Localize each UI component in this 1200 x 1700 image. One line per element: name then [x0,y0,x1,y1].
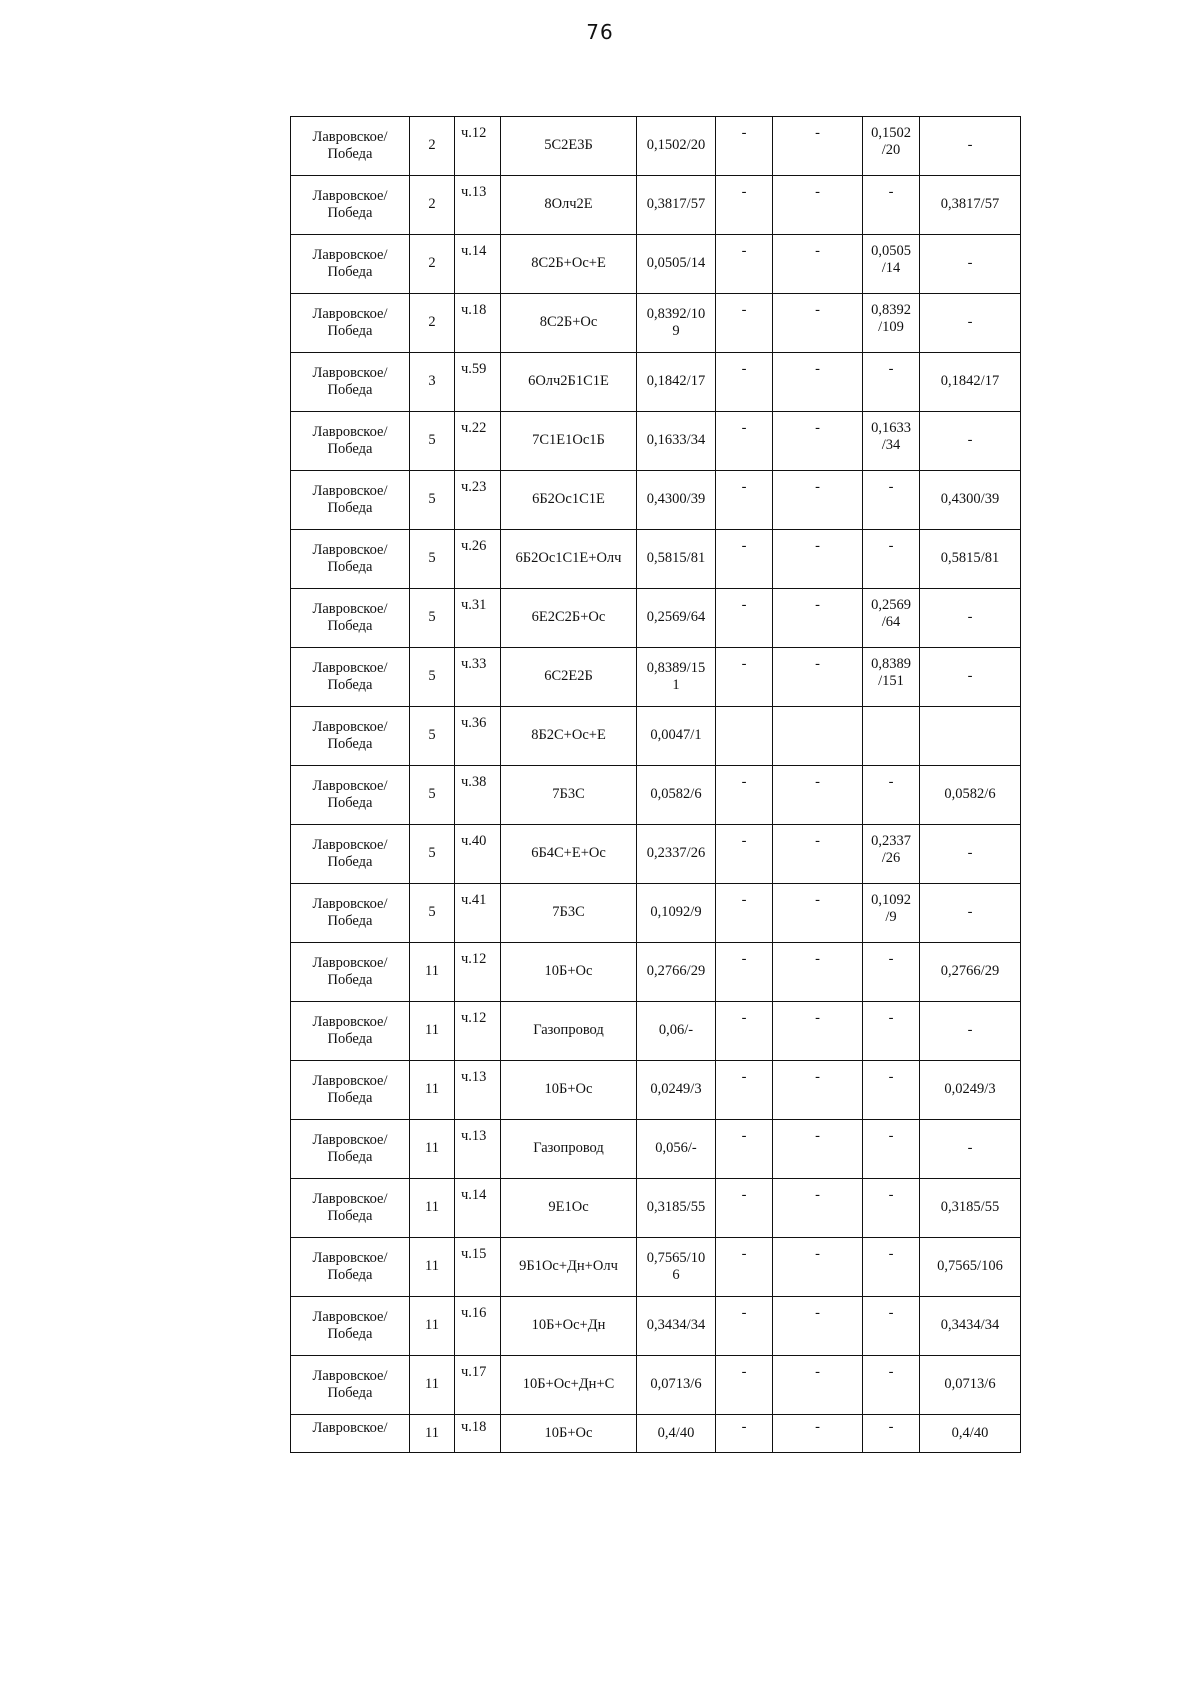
area-volume-cell: 0,2569/64 [637,589,716,648]
column-9-cell: - [920,884,1021,943]
column-7-cell: - [773,1297,863,1356]
composition-cell: 8С2Б+Ос [501,294,637,353]
column-9-cell: 0,4/40 [920,1415,1021,1453]
column-9-cell: - [920,294,1021,353]
quarter-cell: 11 [410,1356,455,1415]
plot-part-cell: ч.41 [455,884,501,943]
composition-cell: 10Б+Ос [501,1061,637,1120]
plot-part-cell: ч.18 [455,294,501,353]
column-8-cell: 0,1092 /9 [863,884,920,943]
plot-part-cell: ч.59 [455,353,501,412]
column-8-cell: - [863,766,920,825]
column-8-cell: - [863,1179,920,1238]
area-volume-cell: 0,3185/55 [637,1179,716,1238]
area-volume-cell: 0,1092/9 [637,884,716,943]
plot-part-cell: ч.26 [455,530,501,589]
table-row [291,294,1021,353]
column-8-cell: - [863,530,920,589]
column-9-cell: 0,3434/34 [920,1297,1021,1356]
composition-cell: 10Б+Ос [501,1415,637,1453]
composition-cell: 7Б3С [501,766,637,825]
column-7-cell: - [773,766,863,825]
quarter-cell: 5 [410,530,455,589]
forest-plots-table [290,116,1021,1453]
area-volume-cell: 0,0505/14 [637,235,716,294]
column-7-cell: - [773,589,863,648]
column-6-cell: - [716,117,773,176]
area-volume-cell: 0,0249/3 [637,1061,716,1120]
area-volume-cell: 0,0582/6 [637,766,716,825]
area-volume-cell: 0,3434/34 [637,1297,716,1356]
quarter-cell: 11 [410,1002,455,1061]
composition-cell: 6Б2Ос1С1Е+Олч [501,530,637,589]
plot-part-cell: ч.13 [455,1120,501,1179]
column-9-cell: - [920,648,1021,707]
composition-cell: Газопровод [501,1002,637,1061]
column-6-cell: - [716,1002,773,1061]
column-6-cell: - [716,235,773,294]
column-7-cell: - [773,1061,863,1120]
table-row [291,766,1021,825]
location-cell: Лавровское/ Победа [291,235,410,294]
quarter-cell: 5 [410,766,455,825]
composition-cell: 9Б1Ос+Дн+Олч [501,1238,637,1297]
plot-part-cell: ч.33 [455,648,501,707]
composition-cell: 8С2Б+Ос+Е [501,235,637,294]
quarter-cell: 11 [410,1179,455,1238]
quarter-cell: 5 [410,648,455,707]
table-row [291,1179,1021,1238]
column-9-cell: 0,3185/55 [920,1179,1021,1238]
table-row [291,884,1021,943]
plot-part-cell: ч.12 [455,943,501,1002]
column-9-cell: - [920,825,1021,884]
column-6-cell: - [716,1415,773,1453]
quarter-cell: 11 [410,1061,455,1120]
quarter-cell: 5 [410,825,455,884]
column-9-cell: 0,0582/6 [920,766,1021,825]
location-cell: Лавровское/ Победа [291,1061,410,1120]
plot-part-cell: ч.40 [455,825,501,884]
column-7-cell: - [773,1120,863,1179]
location-cell: Лавровское/ Победа [291,412,410,471]
column-6-cell: - [716,471,773,530]
column-7-cell: - [773,1415,863,1453]
location-cell: Лавровское/ Победа [291,766,410,825]
area-volume-cell: 0,5815/81 [637,530,716,589]
column-8-cell: 0,0505 /14 [863,235,920,294]
quarter-cell: 5 [410,884,455,943]
location-cell: Лавровское/ Победа [291,825,410,884]
column-8-cell: - [863,1415,920,1453]
column-6-cell: - [716,530,773,589]
location-cell: Лавровское/ Победа [291,1356,410,1415]
column-6-cell: - [716,1179,773,1238]
column-6-cell: - [716,766,773,825]
plot-part-cell: ч.15 [455,1238,501,1297]
location-cell: Лавровское/ Победа [291,1179,410,1238]
composition-cell: 6С2Е2Б [501,648,637,707]
table-row [291,825,1021,884]
column-6-cell: - [716,1120,773,1179]
column-7-cell: - [773,294,863,353]
table-row [291,1120,1021,1179]
column-7-cell: - [773,471,863,530]
table-row [291,530,1021,589]
table-row [291,117,1021,176]
composition-cell: 6Б2Ос1С1Е [501,471,637,530]
column-9-cell: 0,7565/106 [920,1238,1021,1297]
column-7-cell: - [773,530,863,589]
composition-cell: 8Олч2Е [501,176,637,235]
area-volume-cell: 0,7565/10 6 [637,1238,716,1297]
column-8-cell: - [863,1297,920,1356]
column-9-cell: 0,0713/6 [920,1356,1021,1415]
quarter-cell: 3 [410,353,455,412]
location-cell: Лавровское/ Победа [291,589,410,648]
area-volume-cell: 0,3817/57 [637,176,716,235]
composition-cell: Газопровод [501,1120,637,1179]
plot-part-cell: ч.12 [455,1002,501,1061]
composition-cell: 7С1Е1Ос1Б [501,412,637,471]
table-row [291,1238,1021,1297]
plot-part-cell: ч.17 [455,1356,501,1415]
area-volume-cell: 0,1502/20 [637,117,716,176]
column-9-cell: 0,1842/17 [920,353,1021,412]
column-7-cell: - [773,1238,863,1297]
location-cell: Лавровское/ Победа [291,353,410,412]
quarter-cell: 2 [410,117,455,176]
plot-part-cell: ч.36 [455,707,501,766]
column-6-cell [716,707,773,766]
area-volume-cell: 0,1842/17 [637,353,716,412]
table-row [291,176,1021,235]
column-9-cell [920,707,1021,766]
plot-part-cell: ч.31 [455,589,501,648]
column-7-cell: - [773,412,863,471]
composition-cell: 5С2Е3Б [501,117,637,176]
location-cell: Лавровское/ Победа [291,1238,410,1297]
plot-part-cell: ч.16 [455,1297,501,1356]
location-cell: Лавровское/ Победа [291,176,410,235]
area-volume-cell: 0,4300/39 [637,471,716,530]
column-7-cell: - [773,176,863,235]
location-cell: Лавровское/ Победа [291,117,410,176]
column-9-cell: - [920,412,1021,471]
location-cell: Лавровское/ Победа [291,884,410,943]
table-row [291,471,1021,530]
table-row [291,648,1021,707]
quarter-cell: 5 [410,707,455,766]
area-volume-cell: 0,4/40 [637,1415,716,1453]
column-8-cell: - [863,943,920,1002]
quarter-cell: 11 [410,1238,455,1297]
composition-cell: 7Б3С [501,884,637,943]
column-7-cell: - [773,1356,863,1415]
column-9-cell: - [920,1120,1021,1179]
composition-cell: 10Б+Ос+Дн [501,1297,637,1356]
plot-part-cell: ч.12 [455,117,501,176]
location-cell: Лавровское/ Победа [291,707,410,766]
column-6-cell: - [716,1356,773,1415]
plot-part-cell: ч.18 [455,1415,501,1453]
composition-cell: 8Б2С+Ос+Е [501,707,637,766]
area-volume-cell: 0,2766/29 [637,943,716,1002]
quarter-cell: 2 [410,294,455,353]
composition-cell: 10Б+Ос [501,943,637,1002]
area-volume-cell: 0,0047/1 [637,707,716,766]
column-8-cell: - [863,1061,920,1120]
table-row [291,353,1021,412]
column-6-cell: - [716,1297,773,1356]
column-7-cell: - [773,884,863,943]
composition-cell: 6Б4С+Е+Ос [501,825,637,884]
column-6-cell: - [716,825,773,884]
table-row [291,943,1021,1002]
quarter-cell: 11 [410,1120,455,1179]
column-8-cell: - [863,1238,920,1297]
column-8-cell: - [863,176,920,235]
plot-part-cell: ч.22 [455,412,501,471]
column-8-cell: - [863,353,920,412]
column-8-cell [863,707,920,766]
location-cell: Лавровское/ Победа [291,648,410,707]
quarter-cell: 2 [410,176,455,235]
table-row [291,707,1021,766]
area-volume-cell: 0,8392/10 9 [637,294,716,353]
column-7-cell: - [773,117,863,176]
quarter-cell: 5 [410,412,455,471]
table-row [291,1297,1021,1356]
area-volume-cell: 0,1633/34 [637,412,716,471]
column-9-cell: - [920,117,1021,176]
location-cell: Лавровское/ Победа [291,1120,410,1179]
column-7-cell [773,707,863,766]
location-cell: Лавровское/ Победа [291,1297,410,1356]
column-6-cell: - [716,176,773,235]
column-8-cell: 0,8389 /151 [863,648,920,707]
column-6-cell: - [716,648,773,707]
column-8-cell: - [863,471,920,530]
column-6-cell: - [716,943,773,1002]
composition-cell: 10Б+Ос+Дн+С [501,1356,637,1415]
quarter-cell: 2 [410,235,455,294]
column-8-cell: 0,1502 /20 [863,117,920,176]
table-row [291,1415,1021,1453]
quarter-cell: 11 [410,1415,455,1453]
quarter-cell: 11 [410,1297,455,1356]
location-cell: Лавровское/ Победа [291,294,410,353]
plot-part-cell: ч.23 [455,471,501,530]
location-cell: Лавровское/ Победа [291,530,410,589]
column-7-cell: - [773,353,863,412]
location-cell: Лавровское/ Победа [291,1002,410,1061]
column-7-cell: - [773,235,863,294]
table-row [291,589,1021,648]
column-8-cell: - [863,1356,920,1415]
column-9-cell: 0,3817/57 [920,176,1021,235]
area-volume-cell: 0,8389/15 1 [637,648,716,707]
table-row [291,412,1021,471]
column-9-cell: - [920,589,1021,648]
composition-cell: 9Е1Ос [501,1179,637,1238]
quarter-cell: 5 [410,471,455,530]
column-7-cell: - [773,1002,863,1061]
location-cell: Лавровское/ [291,1415,410,1453]
plot-part-cell: ч.13 [455,176,501,235]
column-6-cell: - [716,589,773,648]
column-9-cell: 0,0249/3 [920,1061,1021,1120]
area-volume-cell: 0,2337/26 [637,825,716,884]
column-8-cell: 0,1633 /34 [863,412,920,471]
column-8-cell: 0,8392 /109 [863,294,920,353]
table-row [291,1002,1021,1061]
page-number: 76 [586,20,614,44]
column-6-cell: - [716,412,773,471]
column-7-cell: - [773,825,863,884]
column-7-cell: - [773,1179,863,1238]
column-8-cell: - [863,1120,920,1179]
column-9-cell: - [920,1002,1021,1061]
table-body [291,117,1021,1453]
column-6-cell: - [716,1238,773,1297]
column-8-cell: 0,2569 /64 [863,589,920,648]
column-9-cell: 0,2766/29 [920,943,1021,1002]
table-row [291,1061,1021,1120]
column-8-cell: 0,2337 /26 [863,825,920,884]
column-9-cell: 0,5815/81 [920,530,1021,589]
plot-part-cell: ч.14 [455,1179,501,1238]
composition-cell: 6Е2С2Б+Ос [501,589,637,648]
quarter-cell: 11 [410,943,455,1002]
quarter-cell: 5 [410,589,455,648]
plot-part-cell: ч.38 [455,766,501,825]
table-row [291,235,1021,294]
column-8-cell: - [863,1002,920,1061]
column-6-cell: - [716,1061,773,1120]
column-7-cell: - [773,943,863,1002]
column-9-cell: 0,4300/39 [920,471,1021,530]
area-volume-cell: 0,0713/6 [637,1356,716,1415]
column-6-cell: - [716,353,773,412]
column-9-cell: - [920,235,1021,294]
composition-cell: 6Олч2Б1С1Е [501,353,637,412]
table-row [291,1356,1021,1415]
column-6-cell: - [716,294,773,353]
location-cell: Лавровское/ Победа [291,943,410,1002]
area-volume-cell: 0,06/- [637,1002,716,1061]
plot-part-cell: ч.14 [455,235,501,294]
area-volume-cell: 0,056/- [637,1120,716,1179]
plot-part-cell: ч.13 [455,1061,501,1120]
location-cell: Лавровское/ Победа [291,471,410,530]
column-7-cell: - [773,648,863,707]
column-6-cell: - [716,884,773,943]
